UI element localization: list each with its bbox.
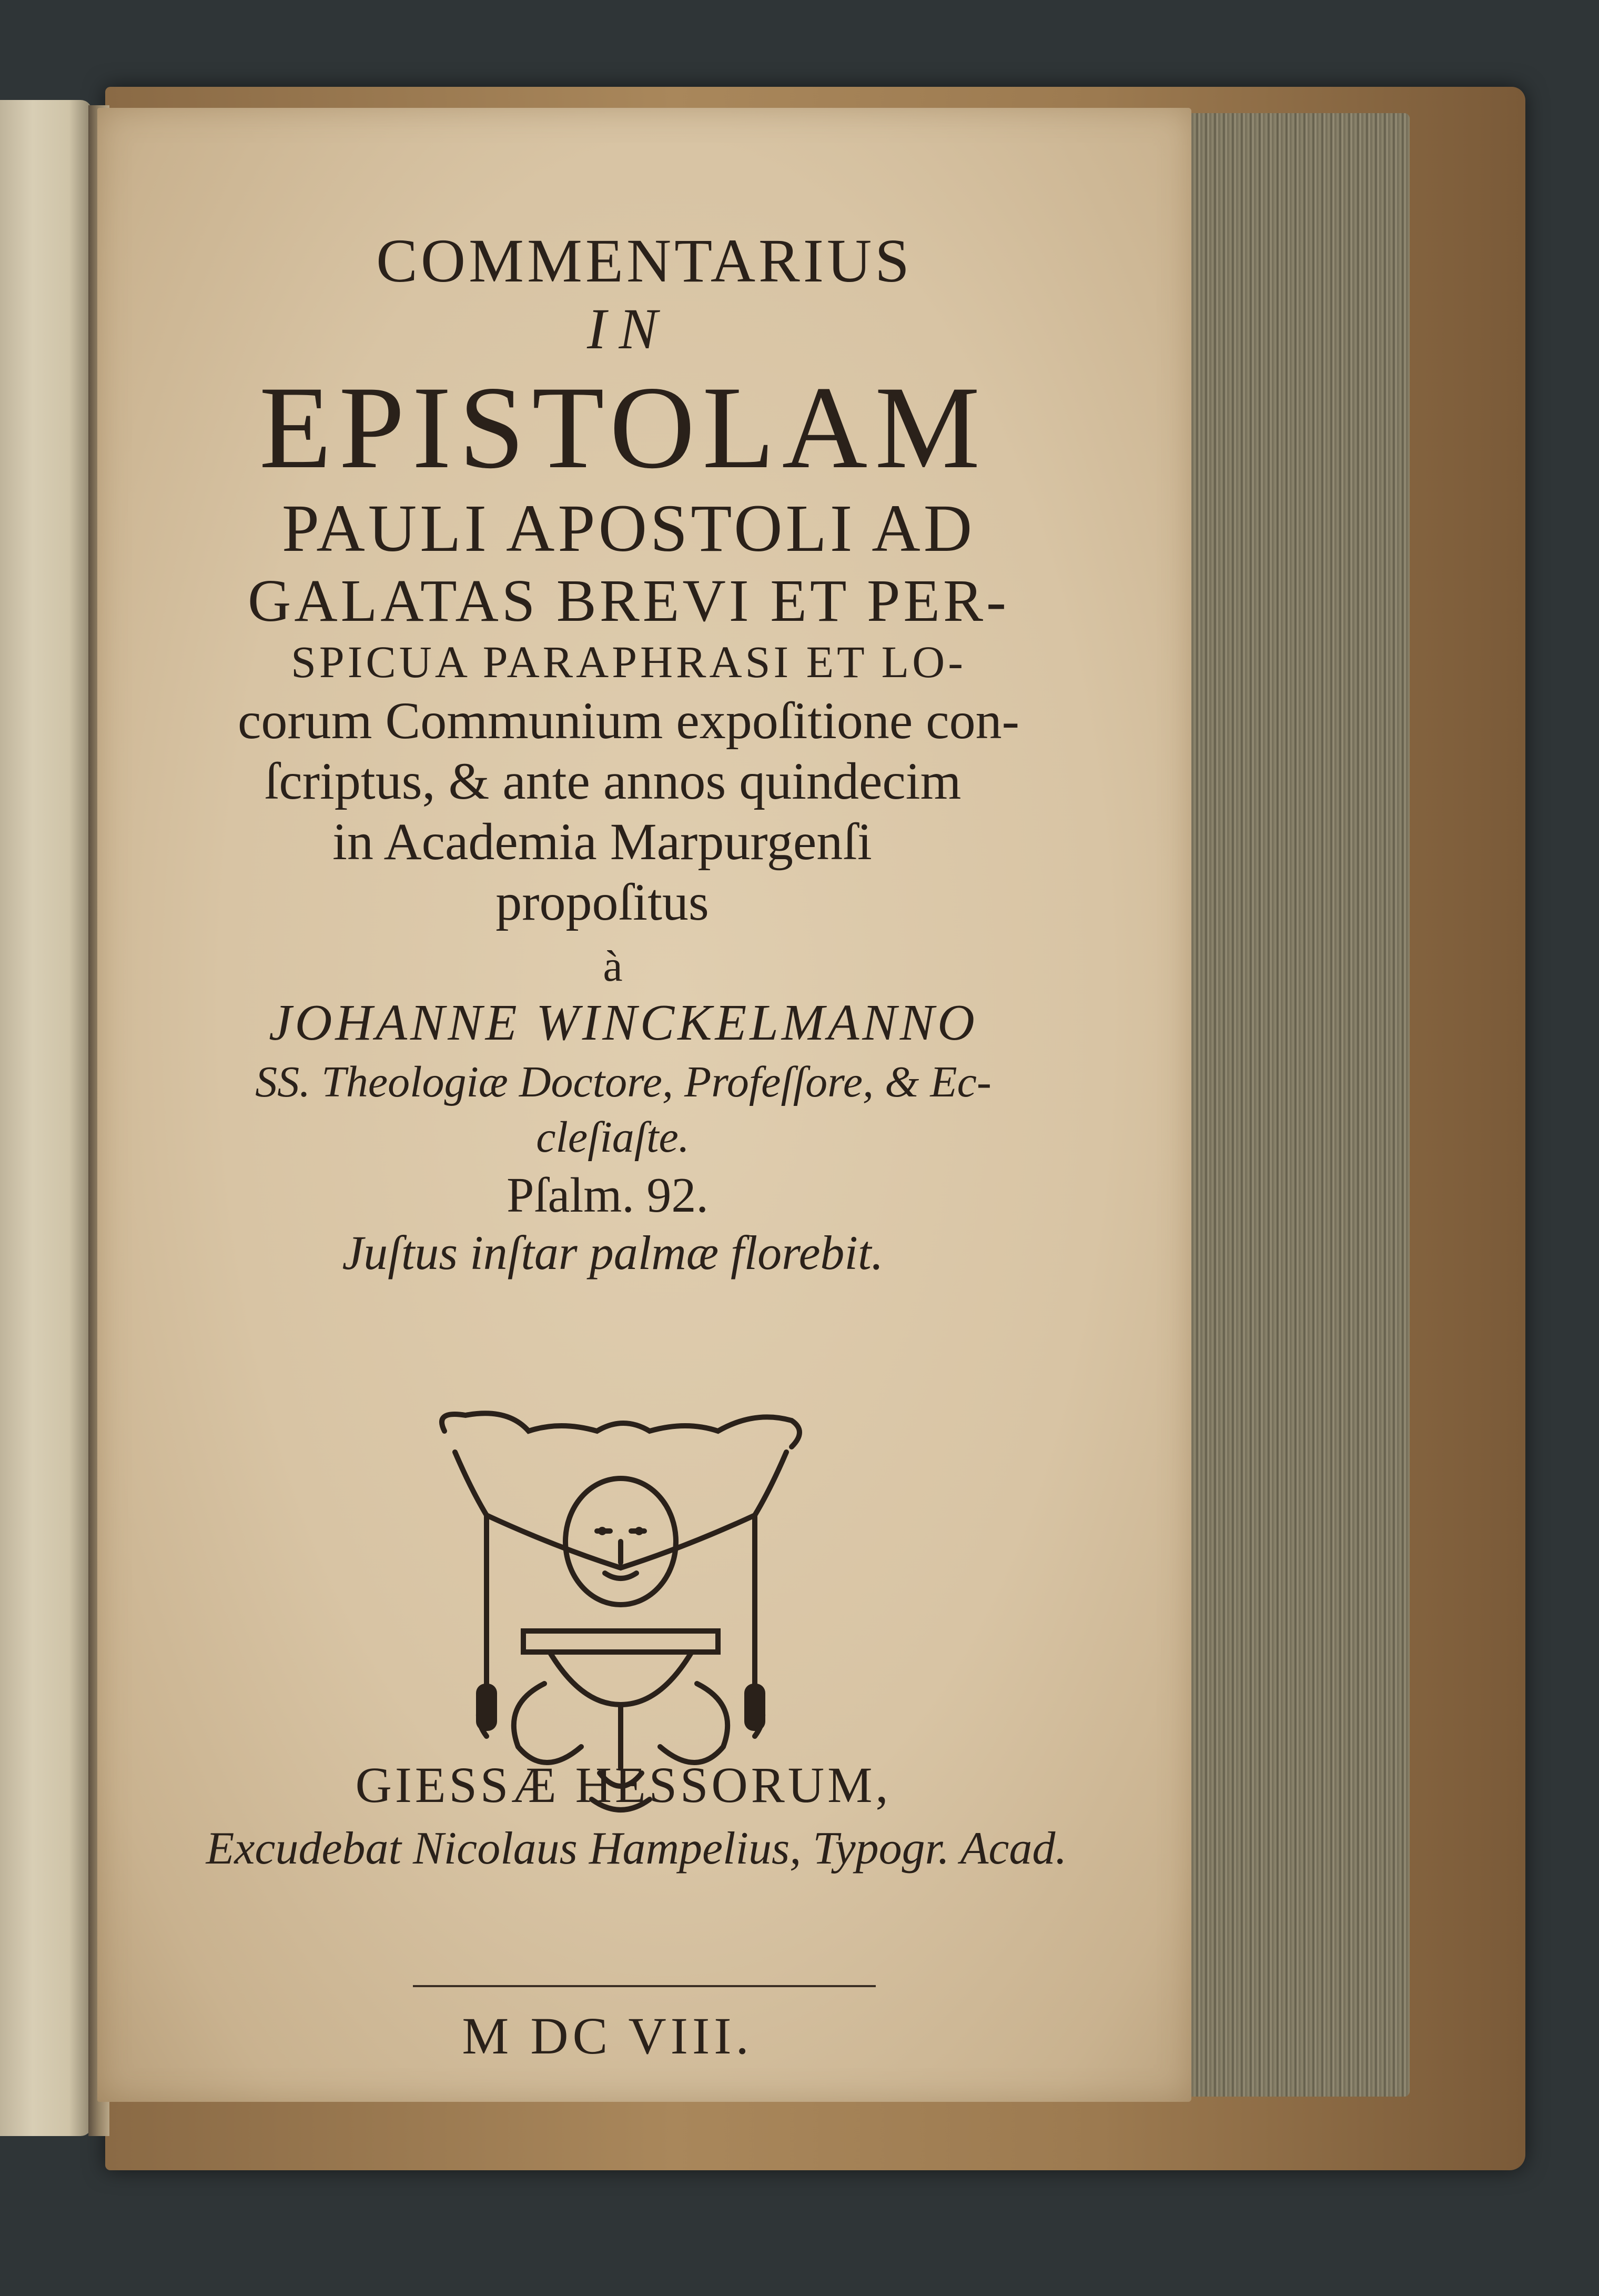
title-line-4: PAULI APOSTOLI AD <box>281 491 976 566</box>
author-title-cont: cleſiaſte. <box>536 1113 690 1162</box>
title-line-6: SPICUA PARAPHRASI ET LO- <box>291 637 966 687</box>
title-line-8: ſcriptus, & ante annos quindecim <box>264 752 962 810</box>
author-name: JOHANNE WINCKELMANNO <box>269 994 978 1051</box>
imprint-year: M DC VIII. <box>462 2007 753 2065</box>
imprint-printer: Excudebat Nicolaus Hampelius, Typogr. Acad. <box>206 1823 1067 1874</box>
imprint-rule <box>413 1985 876 1987</box>
title-line-7: corum Communium expoſitione con- <box>238 691 1019 750</box>
motto: Juſtus inſtar palmæ florebit. <box>342 1226 884 1280</box>
title-line-10: propoſitus <box>495 873 709 931</box>
title-page <box>97 108 1191 2102</box>
title-line-2: IN <box>587 297 670 361</box>
psalm-reference: Pſalm. 92. <box>507 1168 709 1223</box>
author-title: SS. Theologiæ Doctore, Profeſſore, & Ec- <box>255 1058 991 1106</box>
title-line-9: in Academia Marpurgenſi <box>332 812 872 871</box>
title-line-1: COMMENTARIUS <box>376 226 913 295</box>
title-line-3: EPISTOLAM <box>259 361 988 493</box>
page-edges <box>1183 113 1410 2097</box>
title-line-11: à <box>603 942 623 991</box>
title-line-5: GALATAS BREVI ET PER- <box>248 567 1009 634</box>
imprint-place: GIESSÆ HESSORUM, <box>355 1757 892 1813</box>
